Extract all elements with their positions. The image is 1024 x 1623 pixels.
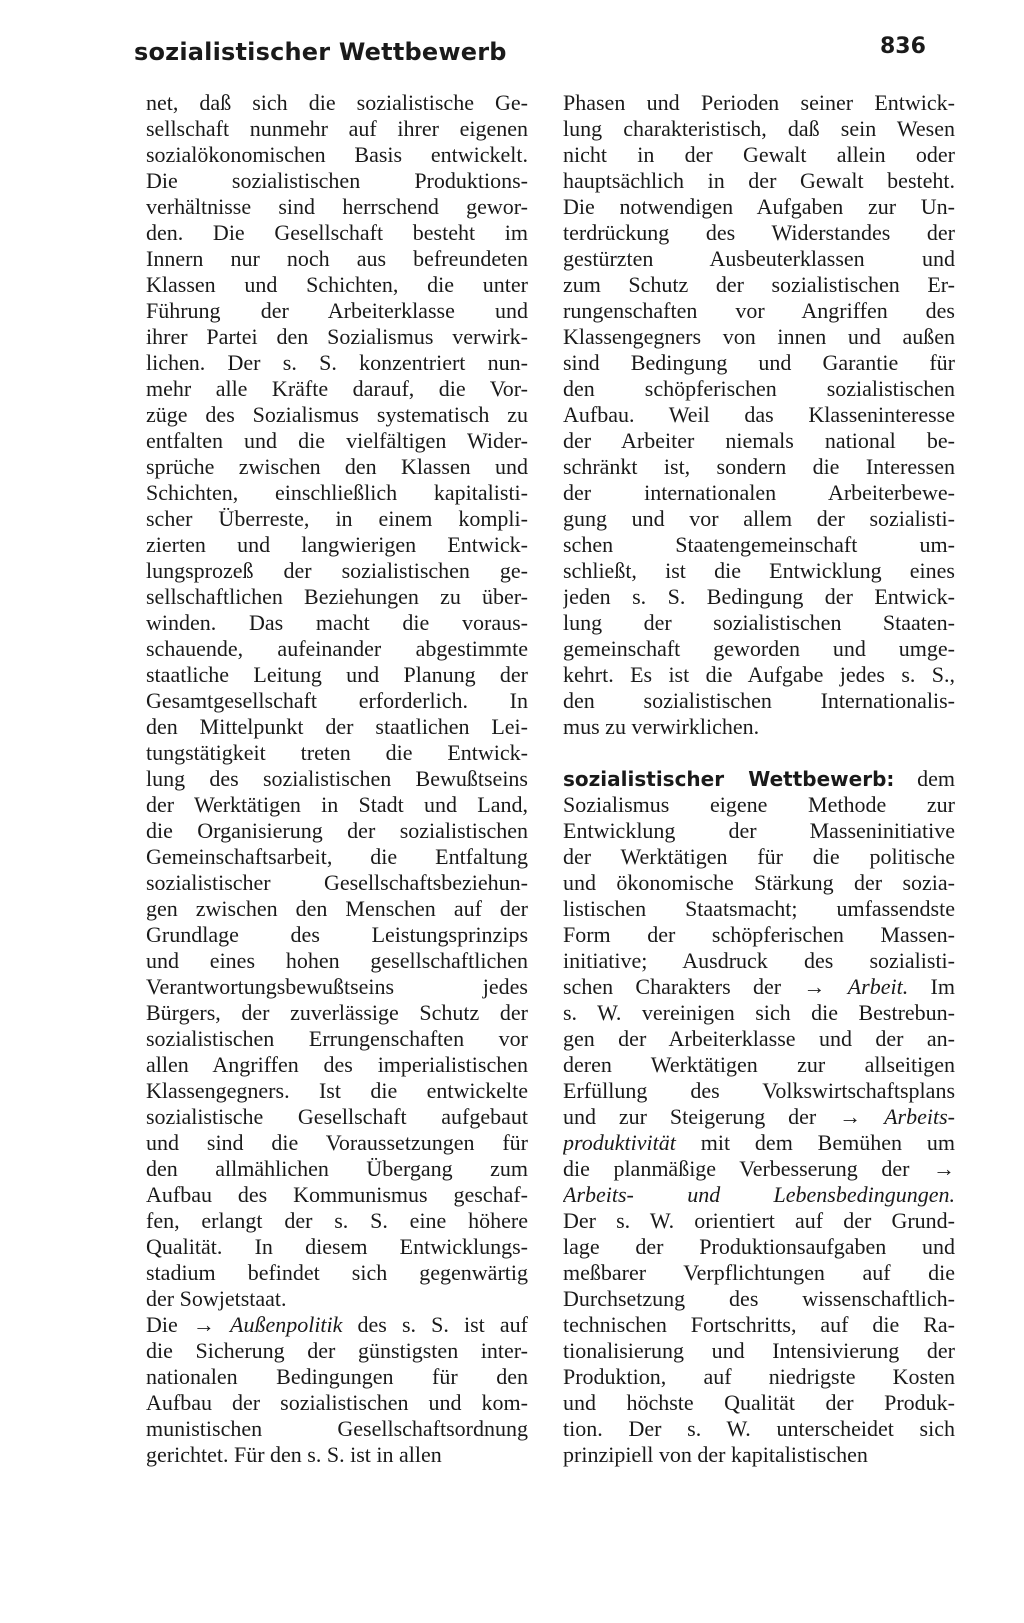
text-line: Klassengegners. Ist die entwickelte bbox=[146, 1078, 528, 1103]
text-line: die planmäßige Verbesserung der → bbox=[563, 1156, 955, 1181]
text-line: mus zu verwirklichen. bbox=[563, 714, 760, 739]
text-line: sellschaftlichen Beziehungen zu über- bbox=[146, 584, 528, 609]
text-line: der Werktätigen in Stadt und Land, bbox=[146, 792, 528, 817]
text-line: schließt, ist die Entwicklung eines bbox=[563, 558, 955, 583]
text-line: die Sicherung der günstigsten inter- bbox=[146, 1338, 528, 1363]
text-line: den Mittelpunkt der staatlichen Lei- bbox=[146, 714, 528, 739]
text-line: der Sowjetstaat. bbox=[146, 1286, 287, 1311]
text-line: Bürgers, der zuverlässige Schutz der bbox=[146, 1000, 528, 1025]
text-line: kehrt. Es ist die Aufgabe jedes s. S., bbox=[563, 662, 955, 687]
text-line: der internationalen Arbeiterbewe- bbox=[563, 480, 955, 505]
text-line: nationalen Bedingungen für den bbox=[146, 1364, 528, 1389]
text-line: der Werktätigen für die politische bbox=[563, 844, 955, 869]
text-line: schauende, aufeinander abgestimmte bbox=[146, 636, 528, 661]
text-line: lichen. Der s. S. konzentriert nun- bbox=[146, 350, 528, 375]
text-line: und zur Steigerung der → Arbeits- bbox=[563, 1104, 955, 1129]
text-line: den allmählichen Übergang zum bbox=[146, 1156, 528, 1181]
entry-first-line bbox=[563, 766, 955, 792]
entry-first-line-text: dem bbox=[917, 766, 955, 791]
text-line: sozialistische Gesellschaft aufgebaut bbox=[146, 1104, 528, 1129]
text-line: sellschaft nunmehr auf ihrer eigenen bbox=[146, 116, 528, 141]
text-line: gen zwischen den Menschen auf der bbox=[146, 896, 528, 921]
text-line: sozialökonomischen Basis entwickelt. bbox=[146, 142, 528, 167]
text-line: nicht in der Gewalt allein oder bbox=[563, 142, 955, 167]
text-line: fen, erlangt der s. S. eine höhere bbox=[146, 1208, 528, 1233]
text-line: Klassengegners von innen und außen bbox=[563, 324, 955, 349]
text-line: züge des Sozialismus systematisch zu bbox=[146, 402, 528, 427]
text-line: lung charakteristisch, daß sein Wesen bbox=[563, 116, 955, 141]
text-line: Gemeinschaftsarbeit, die Entfaltung bbox=[146, 844, 528, 869]
text-line: produktivität mit dem Bemühen um bbox=[563, 1130, 955, 1155]
text-line: zum Schutz der sozialistischen Er- bbox=[563, 272, 955, 297]
text-line: Grundlage des Leistungsprinzips bbox=[146, 922, 528, 947]
text-line: gestürzten Ausbeuterklassen und bbox=[563, 246, 955, 271]
text-line: den schöpferischen sozialistischen bbox=[563, 376, 955, 401]
running-head: sozialistischer Wettbewerb bbox=[134, 38, 507, 66]
text-line: gung und vor allem der sozialisti- bbox=[563, 506, 955, 531]
text-line: initiative; Ausdruck des sozialisti- bbox=[563, 948, 955, 973]
text-line: Entwicklung der Masseninitiative bbox=[563, 818, 955, 843]
text-line: listischen Staatsmacht; umfassendste bbox=[563, 896, 955, 921]
previous-entry-continuation bbox=[563, 90, 955, 740]
text-line: schen Charakters der → Arbeit. Im bbox=[563, 974, 955, 999]
text-line: Arbeits- und Lebensbedingungen. bbox=[563, 1182, 955, 1207]
text-line: ihrer Partei den Sozialismus verwirk- bbox=[146, 324, 528, 349]
text-line: schränkt ist, sondern die Interessen bbox=[563, 454, 955, 479]
text-line: Phasen und Perioden seiner Entwick- bbox=[563, 90, 955, 115]
text-line: Führung der Arbeiterklasse und bbox=[146, 298, 528, 323]
text-line: gemeinschaft geworden und umge- bbox=[563, 636, 955, 661]
text-line: jeden s. S. Bedingung der Entwick- bbox=[563, 584, 955, 609]
entry-headword: sozialistischer Wettbewerb: bbox=[563, 767, 895, 791]
text-line: sozialistischer Gesellschaftsbeziehun- bbox=[146, 870, 528, 895]
text-line: den sozialistischen Internationalis- bbox=[563, 688, 955, 713]
text-line: und eines hohen gesellschaftlichen bbox=[146, 948, 528, 973]
right-column bbox=[563, 90, 955, 1468]
text-line: Klassen und Schichten, die unter bbox=[146, 272, 528, 297]
text-line: prinzipiell von der kapitalistischen bbox=[563, 1442, 868, 1467]
text-line: der Arbeiter niemals national be- bbox=[563, 428, 955, 453]
text-line: verhältnisse sind herrschend gewor- bbox=[146, 194, 528, 219]
text-line: Form der schöpferischen Massen- bbox=[563, 922, 955, 947]
text-line: Durchsetzung des wissenschaftlich- bbox=[563, 1286, 955, 1311]
text-line: und sind die Voraussetzungen für bbox=[146, 1130, 528, 1155]
text-line: Die → Außenpolitik des s. S. ist auf bbox=[146, 1312, 528, 1337]
text-line: Aufbau des Kommunismus geschaf- bbox=[146, 1182, 528, 1207]
text-line: winden. Das macht die voraus- bbox=[146, 610, 528, 635]
left-column bbox=[146, 90, 528, 1468]
text-line: Produktion, auf niedrigste Kosten bbox=[563, 1364, 955, 1389]
entry-separator bbox=[563, 740, 955, 766]
text-line: zierten und langwierigen Entwick- bbox=[146, 532, 528, 557]
text-line: entfalten und die vielfältigen Wider- bbox=[146, 428, 528, 453]
text-line: tion. Der s. W. unterscheidet sich bbox=[563, 1416, 955, 1441]
text-line: meßbarer Verpflichtungen auf die bbox=[563, 1260, 955, 1285]
text-line: Gesamtgesellschaft erforderlich. In bbox=[146, 688, 528, 713]
text-line: Der s. W. orientiert auf der Grund- bbox=[563, 1208, 955, 1233]
text-line: Aufbau der sozialistischen und kom- bbox=[146, 1390, 528, 1415]
text-line: den. Die Gesellschaft besteht im bbox=[146, 220, 528, 245]
text-line: sind Bedingung und Garantie für bbox=[563, 350, 955, 375]
text-line: deren Werktätigen zur allseitigen bbox=[563, 1052, 955, 1077]
page-number: 836 bbox=[880, 34, 926, 59]
text-line: Die notwendigen Aufgaben zur Un- bbox=[563, 194, 955, 219]
text-line: Erfüllung des Volkswirtschaftsplans bbox=[563, 1078, 955, 1103]
text-line: scher Überreste, in einem kompli- bbox=[146, 506, 528, 531]
text-line: Innern nur noch aus befreundeten bbox=[146, 246, 528, 271]
entry-body bbox=[563, 792, 955, 1468]
text-line: stadium befindet sich gegenwärtig bbox=[146, 1260, 528, 1285]
text-line: und höchste Qualität der Produk- bbox=[563, 1390, 955, 1415]
text-line: Aufbau. Weil das Klasseninteresse bbox=[563, 402, 955, 427]
text-line: rungenschaften vor Angriffen des bbox=[563, 298, 955, 323]
text-line: gerichtet. Für den s. S. ist in allen bbox=[146, 1442, 442, 1467]
text-line: s. W. vereinigen sich die Bestrebun- bbox=[563, 1000, 955, 1025]
text-line: schen Staatengemeinschaft um- bbox=[563, 532, 955, 557]
text-line: hauptsächlich in der Gewalt besteht. bbox=[563, 168, 955, 193]
text-line: lungsprozeß der sozialistischen ge- bbox=[146, 558, 528, 583]
text-line: technischen Fortschritts, auf die Ra- bbox=[563, 1312, 955, 1337]
text-line: gen der Arbeiterklasse und der an- bbox=[563, 1026, 955, 1051]
text-line: terdrückung des Widerstandes der bbox=[563, 220, 955, 245]
text-line: staatliche Leitung und Planung der bbox=[146, 662, 528, 687]
text-line: tungstätigkeit treten die Entwick- bbox=[146, 740, 528, 765]
text-line: munistischen Gesellschaftsordnung bbox=[146, 1416, 528, 1441]
text-line: mehr alle Kräfte darauf, die Vor- bbox=[146, 376, 528, 401]
text-line: und ökonomische Stärkung der sozia- bbox=[563, 870, 955, 895]
text-line: allen Angriffen des imperialistischen bbox=[146, 1052, 528, 1077]
text-line: net, daß sich die sozialistische Ge- bbox=[146, 90, 528, 115]
text-line: lung des sozialistischen Bewußtseins bbox=[146, 766, 528, 791]
text-line: die Organisierung der sozialistischen bbox=[146, 818, 528, 843]
text-line: Sozialismus eigene Methode zur bbox=[563, 792, 955, 817]
text-line: sozialistischen Errungenschaften vor bbox=[146, 1026, 528, 1051]
text-line: Die sozialistischen Produktions- bbox=[146, 168, 528, 193]
text-line: lung der sozialistischen Staaten- bbox=[563, 610, 955, 635]
text-line: Verantwortungsbewußtseins jedes bbox=[146, 974, 528, 999]
text-line: Qualität. In diesem Entwicklungs- bbox=[146, 1234, 528, 1259]
text-line: lage der Produktionsaufgaben und bbox=[563, 1234, 955, 1259]
text-line: tionalisierung und Intensivierung der bbox=[563, 1338, 955, 1363]
text-line: sprüche zwischen den Klassen und bbox=[146, 454, 528, 479]
text-line: Schichten, einschließlich kapitalisti- bbox=[146, 480, 528, 505]
